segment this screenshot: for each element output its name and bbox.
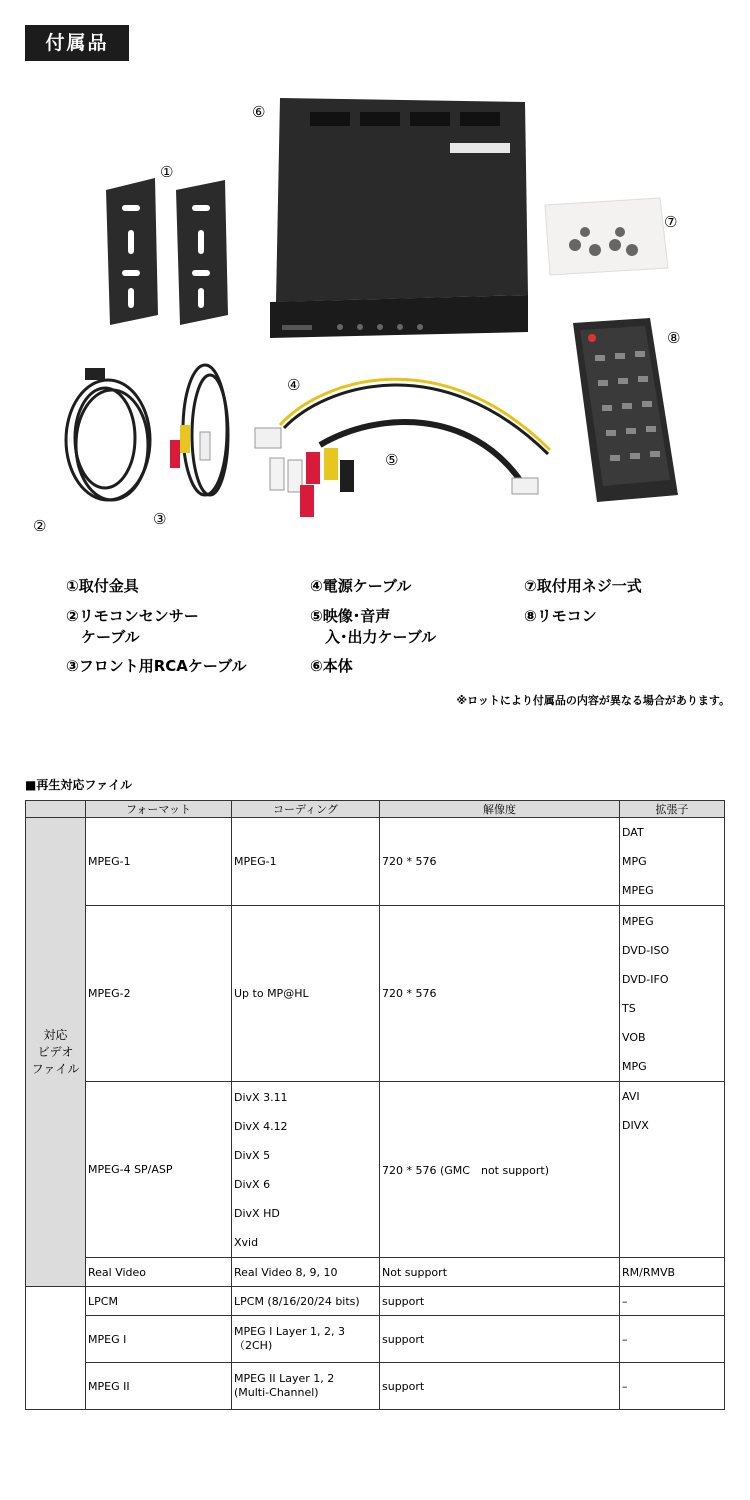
cell-resolution: support: [380, 1287, 620, 1316]
rca-cable-illustration: [170, 365, 228, 495]
cell-extension: RM/RMVB: [620, 1258, 725, 1287]
playback-format-table: [25, 800, 725, 1410]
cell-extension: –: [620, 1363, 725, 1410]
cell-coding: MPEG II Layer 1, 2 (Multi-Channel): [232, 1363, 380, 1410]
header-extension: 拡張子: [620, 801, 725, 818]
cell-format: Real Video: [86, 1258, 232, 1287]
table-row: [26, 818, 725, 906]
cell-format: LPCM: [86, 1287, 232, 1316]
photo-label-4: ④: [287, 376, 301, 394]
cell-extension: AVI DIVX: [620, 1082, 725, 1258]
cell-extension: –: [620, 1316, 725, 1363]
table-header-row: [26, 801, 725, 818]
lot-note: ※ロットにより付属品の内容が異なる場合があります。: [456, 694, 730, 707]
table-row: [26, 1363, 725, 1410]
accessory-item-4: ④電源ケーブル: [310, 577, 412, 595]
cell-blank: [26, 1363, 86, 1410]
cell-resolution: 720 * 576: [380, 818, 620, 906]
cell-format: MPEG I: [86, 1316, 232, 1363]
header-blank: [26, 801, 86, 818]
photo-label-6: ⑥: [252, 103, 266, 121]
accessory-item-8: ⑧リモコン: [524, 607, 597, 625]
accessory-item-2: ②リモコンセンサー ケーブル: [66, 607, 199, 646]
cell-coding: MPEG-1: [232, 818, 380, 906]
cell-extension: MPEG DVD-ISO DVD-IFO TS VOB MPG: [620, 906, 725, 1082]
table-row: [26, 1258, 725, 1287]
cell-resolution: Not support: [380, 1258, 620, 1287]
cell-coding: DivX 3.11 DivX 4.12 DivX 5 DivX 6 DivX HD Xvid: [232, 1082, 380, 1258]
group-label: 対応 ビデオ ファイル: [26, 818, 86, 1287]
cell-resolution: support: [380, 1316, 620, 1363]
header-resolution: 解像度: [380, 801, 620, 818]
table-row: [26, 906, 725, 1082]
remote-illustration: [573, 318, 681, 502]
cell-blank: [26, 1316, 86, 1363]
photo-label-5: ⑤: [385, 451, 399, 469]
photo-label-1: ①: [160, 163, 174, 181]
cell-format: MPEG-1: [86, 818, 232, 906]
accessory-item-3: ③フロント用RCAケーブル: [66, 657, 247, 675]
photo-label-8: ⑧: [667, 329, 681, 347]
photo-label-2: ②: [33, 517, 47, 535]
photo-label-7: ⑦: [664, 213, 678, 231]
accessories-photo: [20, 80, 730, 550]
table-row: [26, 1287, 725, 1316]
section-title-accessories: 付属品: [25, 25, 129, 61]
cell-format: MPEG II: [86, 1363, 232, 1410]
header-format: フォーマット: [86, 801, 232, 818]
screws-illustration: [545, 198, 668, 275]
accessory-item-7: ⑦取付用ネジ一式: [524, 577, 642, 595]
cell-resolution: 720 * 576: [380, 906, 620, 1082]
section-title-playback: ■再生対応ファイル: [25, 778, 133, 792]
accessory-item-1: ①取付金具: [66, 577, 139, 595]
cell-extension: –: [620, 1287, 725, 1316]
cell-blank: [26, 1287, 86, 1316]
accessory-item-5: ⑤映像･音声 入･出力ケーブル: [310, 607, 437, 646]
sensor-cable-illustration: [66, 368, 150, 500]
accessory-item-6: ⑥本体: [310, 657, 353, 675]
table-row: [26, 1082, 725, 1258]
cell-resolution: support: [380, 1363, 620, 1410]
cell-coding: Real Video 8, 9, 10: [232, 1258, 380, 1287]
cell-coding: LPCM (8/16/20/24 bits): [232, 1287, 380, 1316]
header-coding: コーディング: [232, 801, 380, 818]
photo-label-3: ③: [153, 510, 167, 528]
cell-format: MPEG-2: [86, 906, 232, 1082]
cell-coding: MPEG I Layer 1, 2, 3 （2CH): [232, 1316, 380, 1363]
av-cable-illustration: [270, 422, 538, 517]
cell-resolution: 720 * 576 (GMC not support): [380, 1082, 620, 1258]
main-unit-illustration: [270, 98, 528, 338]
cell-format: MPEG-4 SP/ASP: [86, 1082, 232, 1258]
table-row: [26, 1316, 725, 1363]
cell-extension: DAT MPG MPEG: [620, 818, 725, 906]
cell-coding: Up to MP@HL: [232, 906, 380, 1082]
bracket-illustration: [106, 178, 228, 325]
